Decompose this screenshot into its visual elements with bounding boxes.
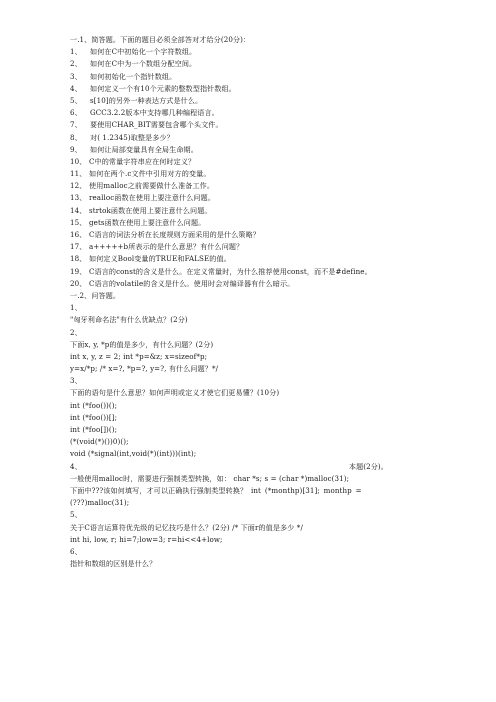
question-number: 2、: [70, 327, 82, 337]
list-item: 18、 如何定义Bool变量的TRUE和FALSE的值。: [70, 254, 231, 264]
list-item: 20、 C语言的volatile的含义是什么。使用时会对编译器有什么暗示。: [70, 278, 295, 288]
list-item: 7、 要使用CHAR_BIT需要包含哪个头文件。: [70, 120, 223, 130]
question-text: 下面的语句是什么意思？如何声明或定义才使它们更易懂？(10分): [70, 388, 280, 398]
list-item: 11、 如何在两个.c文件中引用对方的变量。: [70, 169, 211, 179]
question-number: 5、: [70, 510, 82, 520]
question-number: 3、: [70, 376, 82, 386]
code-line: (*(void(*)())0)();: [70, 437, 129, 447]
list-item: 8、 对( 1.2345)取整是多少？: [70, 132, 174, 142]
list-item: 1、 如何在C中初始化一个字符数组。: [70, 47, 197, 57]
list-item: 16、 C语言的词法分析在长度规则方面采用的是什么策略？: [70, 230, 260, 239]
question-text: 关于C语言运算符优先级的记忆技巧是什么？(2分) /* 下面r的值是多少 */: [70, 522, 303, 532]
question-number: 4、: [70, 461, 82, 471]
question-number: 6、: [70, 546, 82, 556]
question-text: 下面x, y, *p的值是多少，有什么问题？(2分): [70, 339, 214, 349]
code-line: int (*foo())();: [70, 400, 118, 410]
question-text: 一般使用malloc时，需要进行强制类型转换，如： char *s; s = (char *)malloc(31);: [70, 473, 350, 483]
list-item: 15、 gets函数在使用上要注意什么问题。: [70, 217, 206, 227]
code-line: int (*foo[])();: [70, 425, 118, 434]
code-line: void (*signal(int,void(*)(int)))(int);: [70, 449, 197, 459]
code-line: int (*foo())[];: [70, 412, 118, 422]
list-item: 12、 使用malloc之前需要做什么准备工作。: [70, 181, 215, 191]
list-item: 14、 strtok函数在使用上要注意什么问题。: [70, 205, 212, 215]
question-text: 指针和数组的区别是什么？: [70, 559, 157, 569]
list-item: 2、 如何在C中为一个数组分配空间。: [70, 59, 197, 69]
list-item: 10、 C中的常量字符串应在何时定义？: [70, 156, 196, 166]
list-item: 13、 realloc函数在使用上要注意什么问题。: [70, 193, 216, 203]
section1-title: 一.1、简答题。下面的题目必须全部答对才给分(20分)：: [70, 35, 251, 44]
question-number: 1、: [70, 303, 82, 313]
section2-title: 一.2、问答题。: [70, 290, 121, 300]
document-page: [70, 34, 450, 570]
list-item: 17、 a+++++b所表示的是什么意思？有什么问题？: [70, 242, 244, 252]
list-item: 4、 如何定义一个有10个元素的整数型指针数组。: [70, 83, 236, 93]
section1-list: [70, 46, 450, 290]
code-line: y=x/*p; /* x=?, *p=?, y=?, 有什么问题？*/: [70, 364, 219, 374]
question-4-header: [70, 461, 450, 473]
question-text: "匈牙利命名法"有什么优缺点？(2分): [70, 315, 188, 325]
list-item: 5、 s[10]的另外一种表达方式是什么。: [70, 95, 203, 105]
list-item: 6、 GCC3.2.2版本中支持哪几种编程语言。: [70, 108, 219, 118]
code-line: int hi, low, r; hi=7;low=3; r=hi<<4+low;: [70, 534, 223, 544]
code-line: int x, y, z = 2; int *p=&z; x=sizeof*p;: [70, 351, 208, 361]
section2-body: [70, 302, 450, 570]
list-item: 9、 如何让局部变量具有全局生命期。: [70, 144, 198, 154]
question-text: (???)malloc(31);: [70, 498, 130, 508]
list-item: 3、 如何初始化一个指针数组。: [70, 71, 177, 81]
question-score: 本题(2分)。: [348, 461, 388, 471]
question-text: 下面中???该如何填写，才可以正确执行强制类型转换？ int (*monthp)[31]; monthp =: [70, 485, 362, 495]
list-item: 19、 C语言的const的含义是什么。在定义常量时，为什么推荐使用const，而不是#define。: [70, 266, 372, 276]
